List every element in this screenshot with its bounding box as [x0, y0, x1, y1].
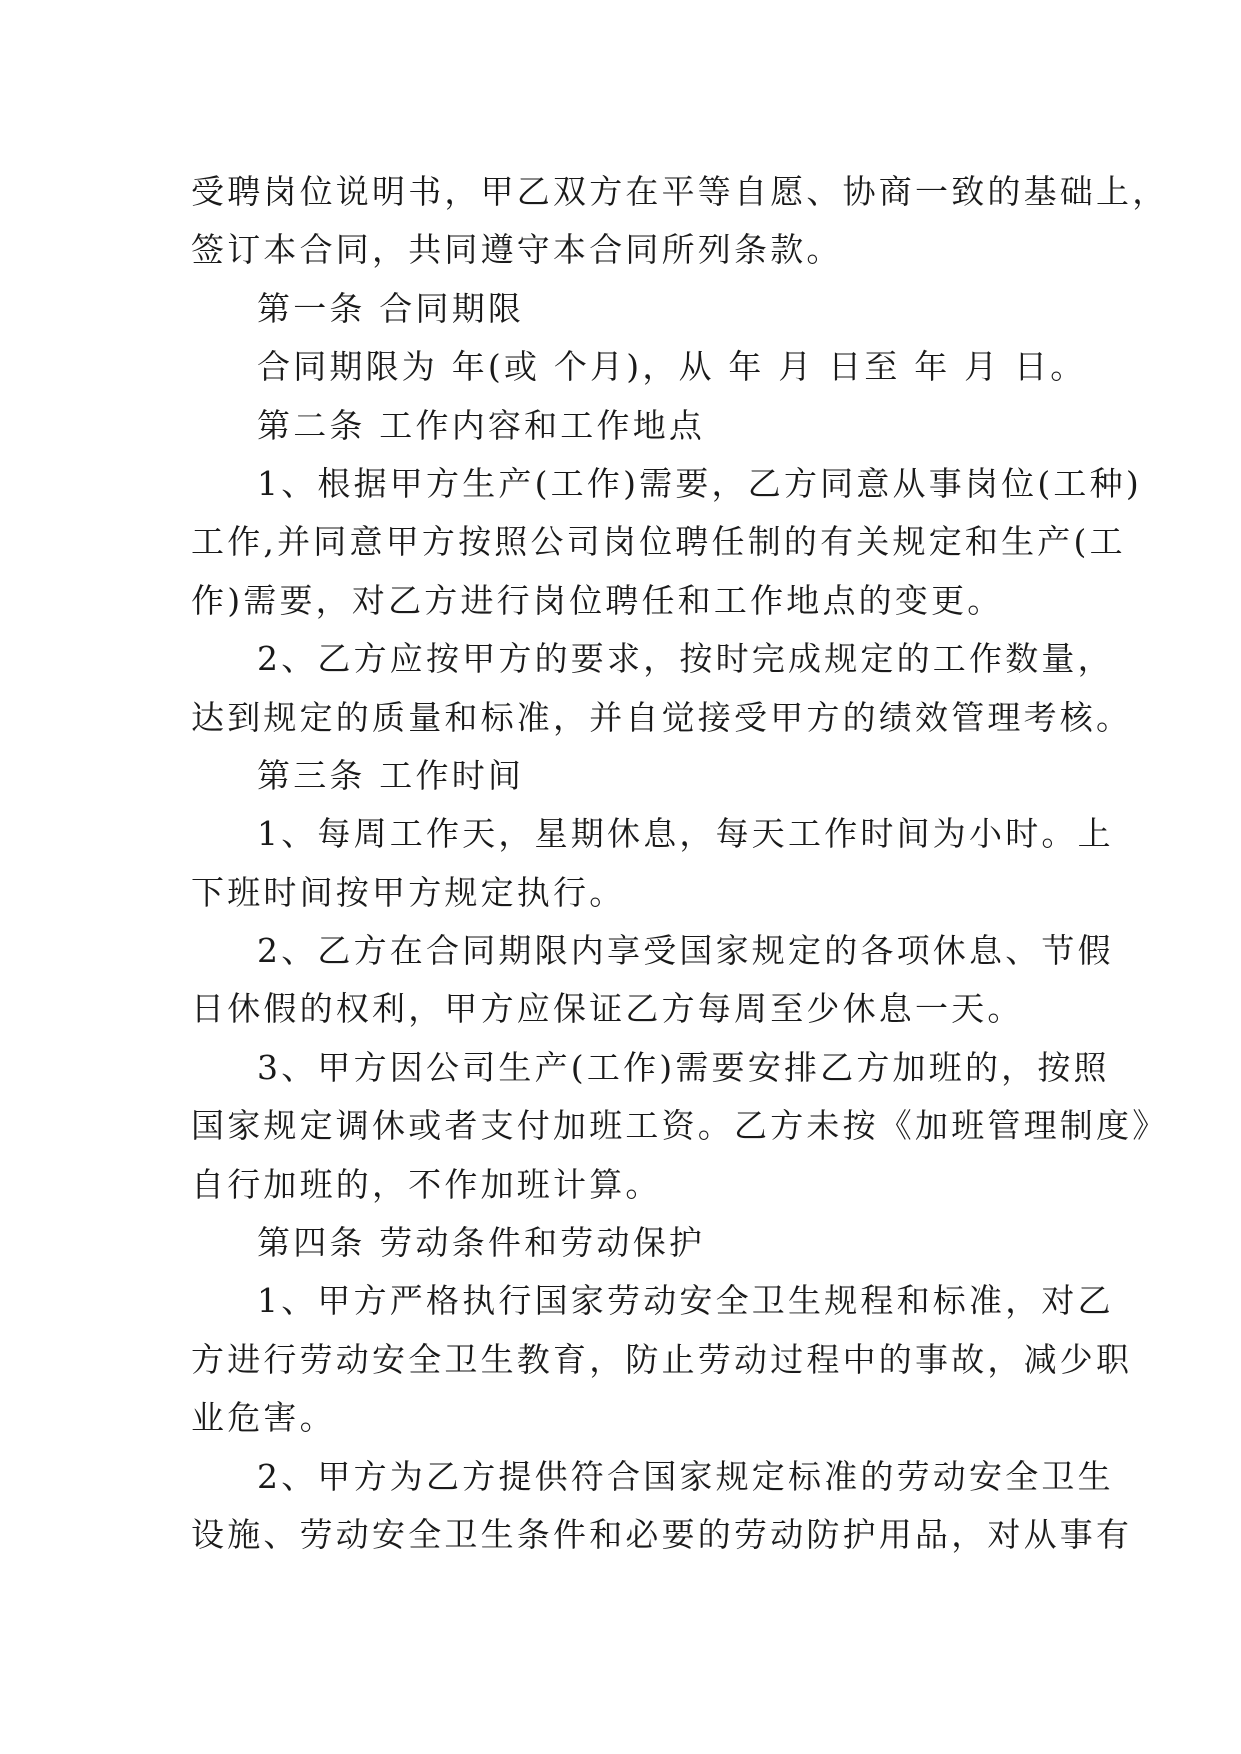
text-line: 2、乙方应按甲方的要求，按时完成规定的工作数量， [257, 639, 1114, 679]
contract-text-body [191, 163, 1169, 1564]
text-line: 自行加班的，不作加班计算。 [191, 1164, 662, 1204]
text-line: 国家规定调休或者支付加班工资。乙方未按《加班管理制度》 [191, 1106, 1169, 1146]
article-2-heading: 第二条 工作内容和工作地点 [257, 405, 706, 445]
text-line: 2、甲方为乙方提供符合国家规定标准的劳动安全卫生 [257, 1456, 1114, 1496]
article-1-heading: 第一条 合同期限 [257, 288, 525, 328]
text-line: 2、乙方在合同期限内享受国家规定的各项休息、节假 [257, 931, 1114, 971]
text-line: 工作,并同意甲方按照公司岗位聘任制的有关规定和生产(工 [191, 522, 1126, 562]
text-line: 方进行劳动安全卫生教育，防止劳动过程中的事故，减少职 [191, 1339, 1133, 1379]
text-line: 签订本合同，共同遵守本合同所列条款。 [191, 230, 843, 270]
article-4-heading: 第四条 劳动条件和劳动保护 [257, 1223, 706, 1263]
text-line: 1、根据甲方生产(工作)需要，乙方同意从事岗位(工种) [257, 463, 1142, 503]
text-line: 1、甲方严格执行国家劳动安全卫生规程和标准，对乙 [257, 1281, 1114, 1321]
article-3-heading: 第三条 工作时间 [257, 755, 525, 795]
text-line: 达到规定的质量和标准，并自觉接受甲方的绩效管理考核。 [191, 697, 1133, 737]
text-line: 下班时间按甲方规定执行。 [191, 872, 626, 912]
text-line: 合同期限为 年(或 个月)，从 年 月 日至 年 月 日。 [257, 347, 1087, 387]
text-line: 1、每周工作天，星期休息，每天工作时间为小时。上 [257, 814, 1114, 854]
text-line: 作)需要，对乙方进行岗位聘任和工作地点的变更。 [191, 580, 1004, 620]
text-line: 3、甲方因公司生产(工作)需要安排乙方加班的，按照 [257, 1047, 1110, 1087]
text-line: 受聘岗位说明书，甲乙双方在平等自愿、协商一致的基础上， [191, 172, 1169, 211]
text-line: 日休假的权利，甲方应保证乙方每周至少休息一天。 [191, 989, 1024, 1029]
text-line: 业危害。 [191, 1398, 336, 1438]
text-line: 设施、劳动安全卫生条件和必要的劳动防护用品，对从事有 [191, 1514, 1133, 1554]
